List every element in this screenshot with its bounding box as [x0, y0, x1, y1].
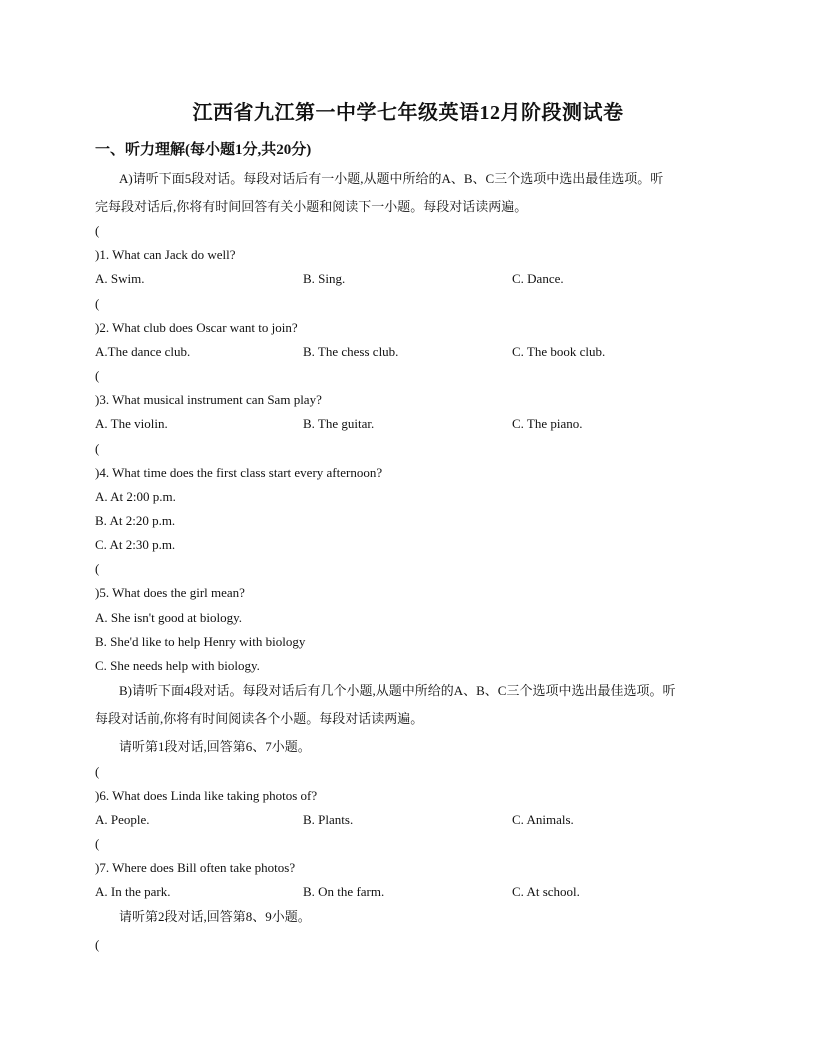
q7-paren: (	[95, 836, 100, 851]
q6-option-a: A. People.	[95, 812, 150, 827]
q5-option-b: B. She'd like to help Henry with biology	[95, 634, 306, 649]
q6-option-b: B. Plants.	[303, 812, 354, 827]
q1-option-b: B. Sing.	[303, 271, 346, 286]
q5-paren: (	[95, 561, 100, 576]
q5-stem: )5. What does the girl mean?	[95, 585, 245, 600]
q1-option-c: C. Dance.	[512, 271, 564, 286]
q2-option-a: A.The dance club.	[95, 344, 191, 359]
q3-option-c: C. The piano.	[512, 416, 583, 431]
q6-option-c: C. Animals.	[512, 812, 574, 827]
q4-option-a: A. At 2:00 p.m.	[95, 489, 176, 504]
q6-stem: )6. What does Linda like taking photos of?	[95, 788, 318, 803]
q3-paren: (	[95, 368, 100, 383]
q6-paren: (	[95, 764, 100, 779]
q7-option-a: A. In the park.	[95, 884, 171, 899]
q8-paren: (	[95, 937, 100, 952]
q3-option-a: A. The violin.	[95, 416, 168, 431]
q3-option-b: B. The guitar.	[303, 416, 375, 431]
section-heading: 一、听力理解(每小题1分,共20分)	[95, 142, 312, 158]
q7-option-c: C. At school.	[512, 884, 580, 899]
q7-option-b: B. On the farm.	[303, 884, 385, 899]
q2-option-c: C. The book club.	[512, 344, 606, 359]
page-title: 江西省九江第一中学七年级英语12月阶段测试卷	[192, 102, 624, 124]
part-a-instruction-2: 完每段对话后,你将有时间回答有关小题和阅读下一小题。每段对话读两遍。	[95, 199, 528, 214]
q3-stem: )3. What musical instrument can Sam play?	[95, 392, 322, 407]
part-a-instruction-1: A)请听下面5段对话。每段对话后有一小题,从题中所给的A、B、C三个选项中选出最佳选项。听	[119, 171, 664, 186]
q7-stem: )7. Where does Bill often take photos?	[95, 860, 296, 875]
part-b-instruction-2: 每段对话前,你将有时间阅读各个小题。每段对话读两遍。	[95, 711, 424, 726]
q4-paren: (	[95, 441, 100, 456]
q4-option-c: C. At 2:30 p.m.	[95, 537, 176, 552]
q1-option-a: A. Swim.	[95, 271, 145, 286]
q2-stem: )2. What club does Oscar want to join?	[95, 320, 298, 335]
q1-paren: (	[95, 223, 100, 238]
q5-option-a: A. She isn't good at biology.	[95, 610, 243, 625]
q2-paren: (	[95, 296, 100, 311]
q5-option-c: C. She needs help with biology.	[95, 658, 260, 673]
dialog-1-instruction: 请听第1段对话,回答第6、7小题。	[119, 739, 311, 754]
part-b-instruction-1: B)请听下面4段对话。每段对话后有几个小题,从题中所给的A、B、C三个选项中选出最佳选项。听	[119, 683, 676, 698]
dialog-2-instruction: 请听第2段对话,回答第8、9小题。	[119, 909, 311, 924]
q4-option-b: B. At 2:20 p.m.	[95, 513, 176, 528]
q2-option-b: B. The chess club.	[303, 344, 399, 359]
q1-stem: )1. What can Jack do well?	[95, 247, 236, 262]
q4-stem: )4. What time does the first class start every afternoon?	[95, 465, 383, 480]
